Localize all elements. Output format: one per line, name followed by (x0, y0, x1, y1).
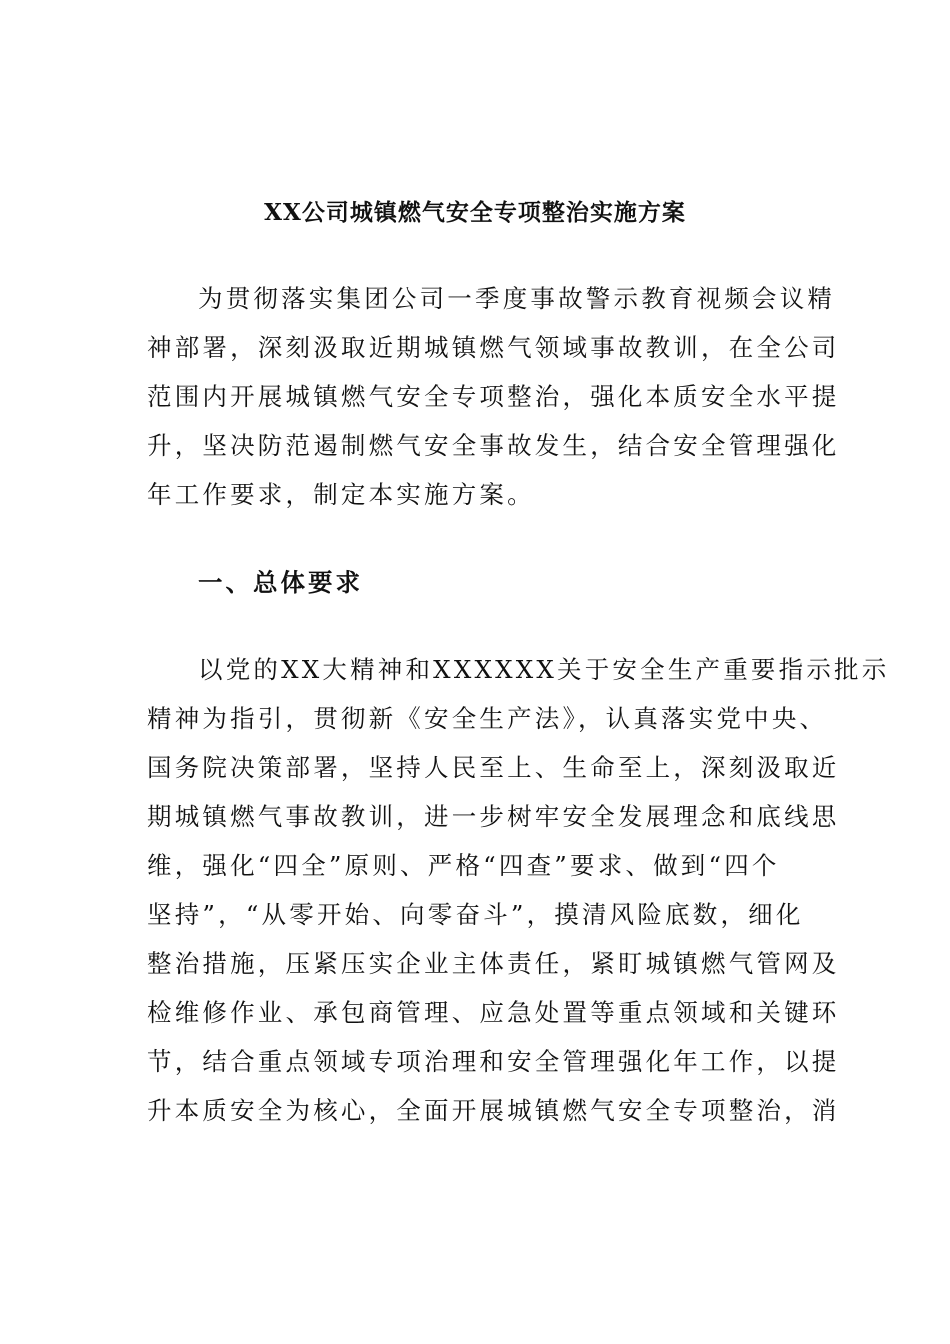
paragraph-line: 为贯彻落实集团公司一季度事故警示教育视频会议精 (198, 284, 836, 313)
paragraph-line: 节，结合重点领域专项治理和安全管理强化年工作，以提 (147, 1047, 840, 1076)
paragraph-line: 范围内开展城镇燃气安全专项整治，强化本质安全水平提 (147, 382, 840, 411)
paragraph-line: 升本质安全为核心，全面开展城镇燃气安全专项整治，消 (147, 1096, 840, 1125)
section-heading: 一、总体要求 (198, 568, 363, 597)
paragraph-line: 升，坚决防范遏制燃气安全事故发生，结合安全管理强化 (147, 431, 840, 460)
paragraph-line: 精神为指引，贯彻新《安全生产法》，认真落实党中央、 (147, 704, 828, 733)
paragraph-line: 神部署，深刻汲取近期城镇燃气领域事故教训，在全公司 (147, 333, 840, 362)
paragraph-line: 检维修作业、承包商管理、应急处置等重点领域和关键环 (147, 998, 840, 1027)
paragraph-line: 坚持”，“从零开始、向零奋斗”，摸清风险底数，细化 (147, 900, 804, 929)
paragraph-line: 年工作要求，制定本实施方案。 (147, 480, 535, 509)
paragraph-line: 整治措施，压紧压实企业主体责任，紧盯城镇燃气管网及 (147, 949, 840, 978)
document-title: XX公司城镇燃气安全专项整治实施方案 (264, 199, 686, 226)
paragraph-line: 国务院决策部署，坚持人民至上、生命至上，深刻汲取近 (147, 753, 840, 782)
paragraph-line: 以党的XX大精神和XXXXXX关于安全生产重要指示批示 (198, 655, 890, 684)
paragraph-line: 维，强化“四全”原则、严格“四查”要求、做到“四个 (147, 851, 780, 880)
paragraph-line: 期城镇燃气事故教训，进一步树牢安全发展理念和底线思 (147, 802, 840, 831)
